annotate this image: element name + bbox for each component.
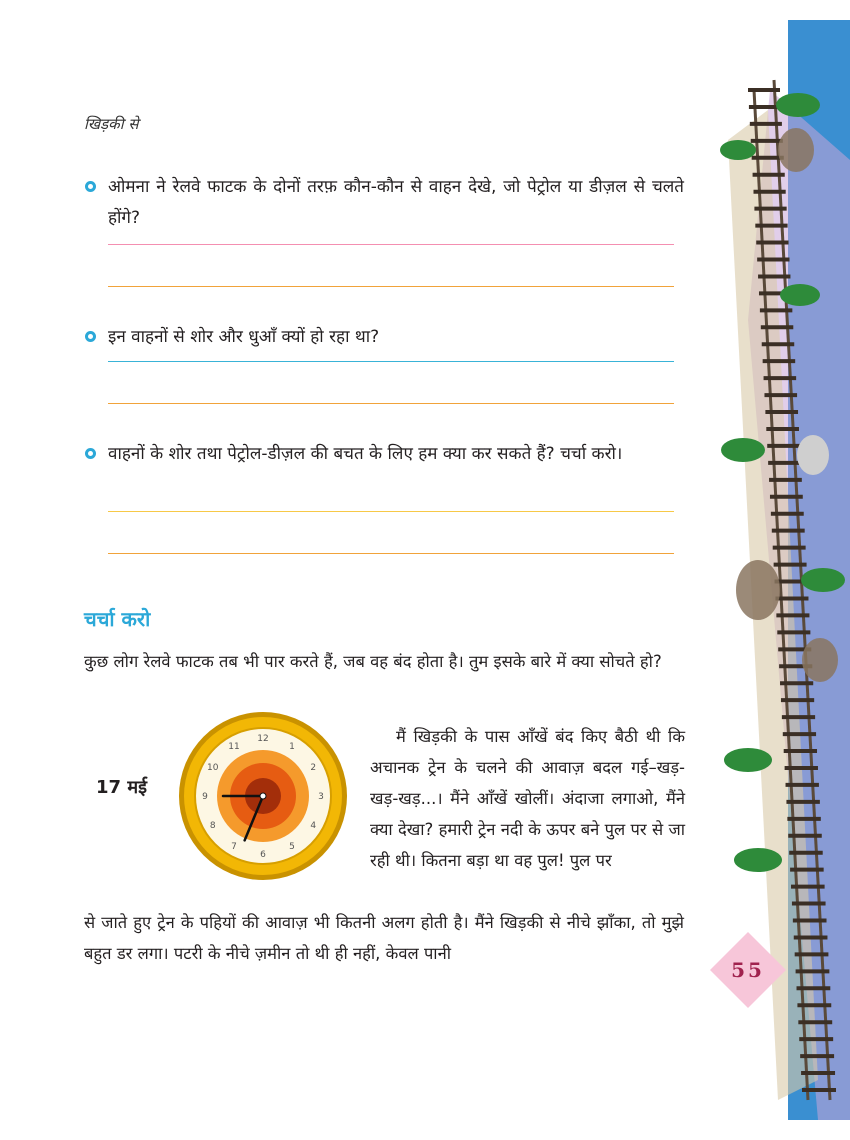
answer-line[interactable]: [108, 361, 674, 362]
bullet-icon: [84, 180, 97, 193]
clock-number: 1: [289, 741, 295, 752]
clock-number: 6: [260, 850, 266, 860]
clock-number: 7: [231, 842, 237, 853]
question-text: ओमना ने रेलवे फाटक के दोनों तरफ़ कौन-कौन से वाहन देखे, जो पेट्रोल या डीज़ल से चलते होंगे?: [108, 177, 684, 228]
clock-illustration: [178, 711, 348, 881]
clock-number: 3: [318, 792, 324, 802]
bullet-icon: [84, 447, 97, 460]
question-text: वाहनों के शोर तथा पेट्रोल-डीज़ल की बचत के लिए हम क्या कर सकते हैं? चर्चा करो।: [108, 444, 623, 464]
discussion-prompt: कुछ लोग रेलवे फाटक तब भी पार करते हैं, जब वह बंद होता है। तुम इसके बारे में क्या सोचते हो?: [84, 652, 662, 671]
answer-line[interactable]: [108, 403, 674, 404]
page-number-badge: [708, 930, 788, 1010]
clock-number: 4: [310, 821, 317, 831]
diary-text-side: मैं खिड़की के पास आँखें बंद किए बैठी थी कि अचानक ट्रेन के चलने की आवाज़ बदल गई–खड़-खड़-खड़...। मैंने आँखें खोलीं। अंदाजा लगाओ, मैंने क्या देखा? हमारी ट्रेन नदी के ऊपर बने पुल पर से जा रही थी। कितना बड़ा था वह पुल! पुल पर: [370, 727, 685, 870]
answer-line[interactable]: [108, 553, 674, 554]
clock-number: 2: [310, 763, 317, 773]
bullet-icon: [84, 330, 97, 343]
clock-number: 12: [257, 734, 269, 744]
clock-number: 8: [209, 821, 216, 831]
answer-line[interactable]: [108, 511, 674, 512]
question-2: [84, 322, 684, 353]
diary-text-full: से जाते हुए ट्रेन के पहियों की आवाज़ भी कितनी अलग होती है। मैंने खिड़की से नीचे झाँका, तो मुझे बहुत डर लगा। पटरी के नीचे ज़मीन तो थी ही नहीं, केवल पानी: [84, 913, 684, 963]
clock-number: 11: [228, 741, 240, 752]
section-heading: चर्चा करो: [84, 607, 151, 631]
answer-line[interactable]: [108, 286, 674, 287]
page-number: 55: [731, 958, 765, 982]
question-3: [84, 439, 684, 470]
chapter-title: खिड़की से: [84, 115, 139, 133]
answer-line[interactable]: [108, 244, 674, 245]
diary-date: 17 मई: [96, 777, 147, 798]
clock-number: 9: [202, 792, 208, 802]
question-1: [84, 172, 684, 234]
question-text: इन वाहनों से शोर और धुआँ क्यों हो रहा था?: [108, 327, 380, 347]
clock-number: 10: [207, 763, 219, 773]
clock-number: 5: [289, 842, 295, 853]
